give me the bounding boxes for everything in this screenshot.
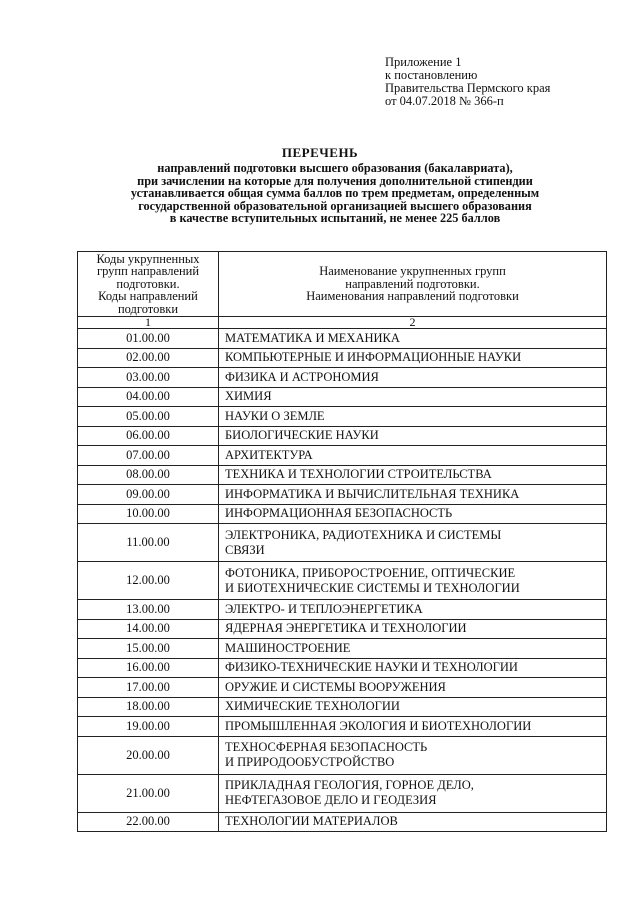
direction-code: 05.00.00 <box>78 407 219 427</box>
direction-name <box>219 426 607 446</box>
table-row <box>78 736 607 774</box>
direction-code: 21.00.00 <box>78 774 219 812</box>
document-title: ПЕРЕЧЕНЬ <box>281 145 359 160</box>
direction-name-line: ФОТОНИКА, ПРИБОРОСТРОЕНИЕ, ОПТИЧЕСКИЕ <box>225 565 516 580</box>
column-number: 1 <box>78 317 219 329</box>
direction-name <box>219 736 607 774</box>
table-row <box>78 562 607 600</box>
table-row <box>78 658 607 678</box>
directions-table <box>77 251 607 832</box>
header-code-line: подготовки. <box>116 276 180 291</box>
direction-name <box>219 348 607 368</box>
table-row <box>78 697 607 717</box>
header-name-line: направлений подготовки. <box>345 276 480 291</box>
direction-name-line: ЭЛЕКТРОНИКА, РАДИОТЕХНИКА И СИСТЕМЫ <box>225 527 502 542</box>
direction-code: 01.00.00 <box>78 329 219 349</box>
table-row <box>78 600 607 620</box>
table-row <box>78 639 607 659</box>
direction-code: 04.00.00 <box>78 387 219 407</box>
direction-code: 08.00.00 <box>78 465 219 485</box>
direction-name-line: ТЕХНОЛОГИИ МАТЕРИАЛОВ <box>225 814 398 829</box>
direction-name <box>219 774 607 812</box>
direction-code: 06.00.00 <box>78 426 219 446</box>
header-name-cell <box>219 252 607 317</box>
header-code-line: подготовки <box>117 301 179 316</box>
header-code-cell <box>78 252 219 317</box>
table-row <box>78 812 607 832</box>
direction-name <box>219 485 607 505</box>
direction-code: 03.00.00 <box>78 368 219 388</box>
direction-code: 13.00.00 <box>78 600 219 620</box>
table-row <box>78 678 607 698</box>
direction-name <box>219 329 607 349</box>
direction-name <box>219 619 607 639</box>
column-number-row <box>78 317 607 329</box>
direction-name-line: БИОЛОГИЧЕСКИЕ НАУКИ <box>225 428 379 443</box>
table-row <box>78 619 607 639</box>
direction-code: 14.00.00 <box>78 619 219 639</box>
direction-name <box>219 697 607 717</box>
direction-name <box>219 387 607 407</box>
direction-code: 20.00.00 <box>78 736 219 774</box>
subtitle-line: при зачислении на которые для получения дополнительной стипендии <box>137 173 533 188</box>
subtitle-line: государственной образовательной организацией высшего образования <box>138 198 532 213</box>
table-row <box>78 485 607 505</box>
direction-name-line: МАШИНОСТРОЕНИЕ <box>225 640 351 655</box>
column-number: 2 <box>219 317 607 329</box>
direction-code: 07.00.00 <box>78 446 219 466</box>
direction-code: 22.00.00 <box>78 812 219 832</box>
direction-code: 17.00.00 <box>78 678 219 698</box>
appendix-block <box>385 56 550 108</box>
header-code-line: Коды укрупненных <box>96 251 200 266</box>
direction-name-line: ФИЗИКА И АСТРОНОМИЯ <box>225 369 379 384</box>
direction-name-line: ЯДЕРНАЯ ЭНЕРГЕТИКА И ТЕХНОЛОГИИ <box>225 621 467 636</box>
direction-name-line: И БИОТЕХНИЧЕСКИЕ СИСТЕМЫ И ТЕХНОЛОГИИ <box>225 580 520 595</box>
direction-name-line: И ПРИРОДООБУСТРОЙСТВО <box>225 755 395 769</box>
direction-name <box>219 368 607 388</box>
direction-code: 09.00.00 <box>78 485 219 505</box>
direction-name <box>219 812 607 832</box>
direction-name-line: ТЕХНОСФЕРНАЯ БЕЗОПАСНОСТЬ <box>225 740 428 754</box>
appendix-line: от 04.07.2018 № 366-п <box>385 94 504 108</box>
direction-name <box>219 562 607 600</box>
direction-name-line: ХИМИЧЕСКИЕ ТЕХНОЛОГИИ <box>225 699 400 714</box>
direction-name <box>219 465 607 485</box>
table-row <box>78 774 607 812</box>
table-row <box>78 368 607 388</box>
direction-name-line: АРХИТЕКТУРА <box>225 447 313 462</box>
header-name-line: Наименование укрупненных групп <box>319 264 506 279</box>
table-row <box>78 504 607 524</box>
direction-code: 11.00.00 <box>78 524 219 562</box>
direction-name-line: ХИМИЯ <box>225 389 272 404</box>
direction-name-line: НЕФТЕГАЗОВОЕ ДЕЛО И ГЕОДЕЗИЯ <box>225 793 437 807</box>
direction-name <box>219 407 607 427</box>
subtitle-line: устанавливается общая сумма баллов по трем предметам, определенным <box>130 186 540 201</box>
appendix-line: Правительства Пермского края <box>385 81 551 95</box>
direction-code: 12.00.00 <box>78 562 219 600</box>
direction-name <box>219 446 607 466</box>
direction-name <box>219 717 607 737</box>
direction-name-line: ИНФОРМАТИКА И ВЫЧИСЛИТЕЛЬНАЯ ТЕХНИКА <box>225 486 520 501</box>
direction-name-line: ПРИКЛАДНАЯ ГЕОЛОГИЯ, ГОРНОЕ ДЕЛО, <box>225 778 474 792</box>
table-row <box>78 329 607 349</box>
direction-code: 18.00.00 <box>78 697 219 717</box>
document-subtitle <box>90 162 580 225</box>
header-name-line: Наименования направлений подготовки <box>306 289 519 304</box>
direction-name-line: ЭЛЕКТРО- И ТЕПЛОЭНЕРГЕТИКА <box>225 601 423 616</box>
direction-name <box>219 678 607 698</box>
direction-code: 16.00.00 <box>78 658 219 678</box>
table-row <box>78 524 607 562</box>
direction-name-line: СВЯЗИ <box>225 542 265 557</box>
direction-name-line: ОРУЖИЕ И СИСТЕМЫ ВООРУЖЕНИЯ <box>225 679 446 694</box>
direction-name-line: ФИЗИКО-ТЕХНИЧЕСКИЕ НАУКИ И ТЕХНОЛОГИИ <box>225 660 518 675</box>
table-header-row <box>78 252 607 317</box>
header-code-line: Коды направлений <box>98 289 198 304</box>
direction-name <box>219 600 607 620</box>
direction-code: 10.00.00 <box>78 504 219 524</box>
direction-name-line: ТЕХНИКА И ТЕХНОЛОГИИ СТРОИТЕЛЬСТВА <box>225 467 492 482</box>
table-row <box>78 387 607 407</box>
appendix-line: Приложение 1 <box>385 55 462 69</box>
subtitle-line: направлений подготовки высшего образования (бакалавриата), <box>157 161 513 175</box>
direction-name-line: НАУКИ О ЗЕМЛЕ <box>225 408 325 423</box>
table-row <box>78 426 607 446</box>
table-row <box>78 348 607 368</box>
header-code-line: групп направлений <box>96 264 200 279</box>
appendix-line: к постановлению <box>385 68 478 82</box>
direction-code: 15.00.00 <box>78 639 219 659</box>
direction-code: 02.00.00 <box>78 348 219 368</box>
direction-code: 19.00.00 <box>78 717 219 737</box>
direction-name <box>219 504 607 524</box>
direction-name <box>219 524 607 562</box>
direction-name-line: КОМПЬЮТЕРНЫЕ И ИНФОРМАЦИОННЫЕ НАУКИ <box>225 350 522 365</box>
table-row <box>78 717 607 737</box>
table-row <box>78 407 607 427</box>
table-row <box>78 465 607 485</box>
direction-name-line: МАТЕМАТИКА И МЕХАНИКА <box>225 330 400 345</box>
direction-name-line: ПРОМЫШЛЕННАЯ ЭКОЛОГИЯ И БИОТЕХНОЛОГИИ <box>225 718 532 733</box>
direction-name <box>219 639 607 659</box>
table-row <box>78 446 607 466</box>
subtitle-line: в качестве вступительных испытаний, не менее 225 баллов <box>169 211 501 226</box>
direction-name-line: ИНФОРМАЦИОННАЯ БЕЗОПАСНОСТЬ <box>225 506 453 521</box>
direction-name <box>219 658 607 678</box>
